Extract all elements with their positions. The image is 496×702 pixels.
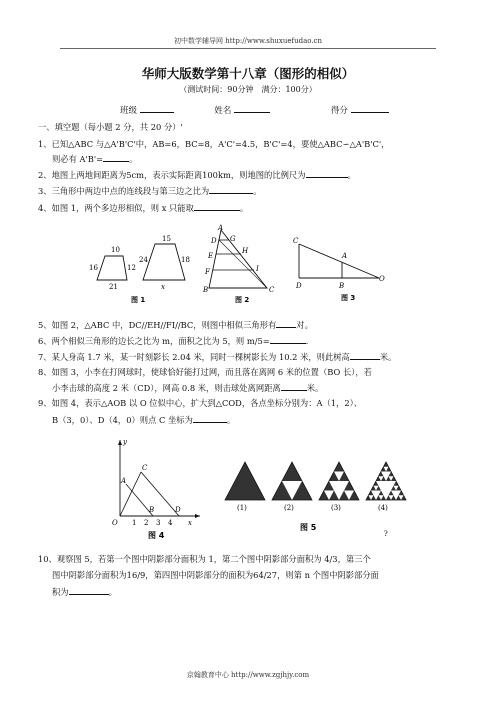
fig4-tick-3: 3 xyxy=(156,519,161,527)
name-blank[interactable] xyxy=(234,103,270,113)
question-3-end: 。 xyxy=(253,186,262,196)
answer-blank-4[interactable] xyxy=(194,201,240,211)
fig3-label-A: A xyxy=(342,252,348,260)
fig2-label-F: F xyxy=(205,268,210,276)
figure-5 xyxy=(225,462,406,538)
question-1-cont xyxy=(52,152,137,165)
question-10-line-1: 10、观察图 5，若第一个图中阴影部分面积为 1，第二个图中阴影部分面积为 4/3，第三个 xyxy=(38,554,371,564)
fig5-triangle-1 xyxy=(225,462,265,500)
fig1-label-12: 12 xyxy=(127,264,136,272)
fig3-label-C: C xyxy=(293,237,299,245)
question-1 xyxy=(38,138,389,150)
fig4-label-A: A xyxy=(121,477,127,485)
question-8-text: 8、如图 3，小李在打网球时，使球恰好能打过网，而且落在离网 6 米的位置（BO 长），若 xyxy=(38,367,372,377)
score-blank[interactable] xyxy=(351,103,389,113)
question-4-end: 。 xyxy=(239,203,249,213)
question-9-text: 9、如图 4，表示△AOB 以 O 位似中心，扩大到△COD，各点坐标分别为：A（1，2）、 xyxy=(38,398,363,408)
question-2 xyxy=(38,168,356,181)
figures-row-1 xyxy=(85,222,405,304)
fig5-label-2: (2) xyxy=(284,504,294,512)
answer-blank-6[interactable] xyxy=(270,334,306,344)
fig1-label-18: 18 xyxy=(181,256,190,264)
fig4-label-D: D xyxy=(175,506,181,514)
question-10-end: 。 xyxy=(108,587,117,597)
answer-blank-1[interactable] xyxy=(103,152,129,162)
fig2-label-C: C xyxy=(269,286,275,294)
page-footer: 京翰教育中心 http://www.zgjhjy.com xyxy=(186,671,310,679)
question-8 xyxy=(38,366,372,378)
figure-3 xyxy=(293,237,385,302)
figure-3-caption: 图 3 xyxy=(341,294,356,302)
fig3-label-D: D xyxy=(296,282,302,290)
fig5-mark: ? xyxy=(384,530,388,538)
fig5-label-4: (4) xyxy=(378,504,388,512)
fig5-label-1: (1) xyxy=(237,504,247,512)
question-5 xyxy=(38,318,313,331)
figure-2-caption: 图 2 xyxy=(235,296,250,304)
question-3 xyxy=(38,184,262,197)
answer-blank-5[interactable] xyxy=(276,318,296,328)
figure-2 xyxy=(202,224,275,304)
question-9-end: 。 xyxy=(226,415,236,425)
fig5-label-3: (3) xyxy=(331,504,341,512)
question-10-line-3: 积为 xyxy=(52,587,69,597)
class-label: 班级 xyxy=(120,106,138,116)
fig1-label-24: 24 xyxy=(139,256,148,264)
question-10-line-2: 图中阴影部分面积为16/9，第四图中阴影部分的面积为64/27，则第 n 个图中阴影部分面 xyxy=(52,570,379,580)
question-7 xyxy=(38,350,396,363)
score-label: 得分 xyxy=(330,106,348,116)
section-heading: 一、填空题（每小题 2 分，共 20 分）' xyxy=(38,122,183,132)
question-6 xyxy=(38,334,308,347)
answer-blank-9[interactable] xyxy=(193,413,227,423)
name-label: 姓名 xyxy=(214,106,232,116)
fig3-label-O: O xyxy=(379,275,385,283)
question-1-cont-text: 则必有 A'B'= xyxy=(52,154,104,164)
figure-5-caption: 图 5 xyxy=(300,523,317,532)
answer-blank-2[interactable] xyxy=(306,168,348,178)
question-3-text: 3、三角形中两边中点的连线段与第三边之比为 xyxy=(38,186,210,196)
figure-1-caption: 图 1 xyxy=(131,296,146,304)
question-8-cont xyxy=(52,381,323,394)
question-2-end: 。 xyxy=(347,170,356,180)
figure-1 xyxy=(89,235,190,304)
answer-blank-7[interactable] xyxy=(350,350,380,360)
fig5-triangle-2 xyxy=(272,462,312,500)
question-9-cont-text: B（3，0）、D（4，0）则点 C 坐标为 xyxy=(52,415,193,425)
fig4-tick-1: 1 xyxy=(132,519,137,527)
question-10-line-2-wrap xyxy=(52,569,379,581)
question-1-end: 。 xyxy=(129,154,138,164)
fig4-tick-4: 4 xyxy=(168,519,173,527)
fig2-label-I: I xyxy=(256,265,259,273)
question-8-end: 米。 xyxy=(306,383,324,393)
question-8-cont-text: 小李击球的高度 2 米（CD），网高 0.8 米，则击球处离网距离 xyxy=(52,383,281,393)
fig2-label-B: B xyxy=(203,286,209,294)
question-10-line-3-wrap xyxy=(52,585,117,598)
fig1-label-15: 15 xyxy=(162,235,171,243)
question-5-end: 对。 xyxy=(296,320,313,330)
page-title: 华师大版数学第十八章（图形的相似） xyxy=(141,66,355,81)
exam-subtitle: （测试时间：90分钟 满分：100分） xyxy=(179,85,317,94)
fig4-label-O: O xyxy=(112,519,118,527)
question-1-text: 1、已知△ABC 与△A'B'C'中，AB=6，BC=8，A'C'=4.5，B'C'=4，要使△ABC∽△A'B'C'， xyxy=(38,139,390,149)
fig2-label-G: G xyxy=(230,235,236,243)
question-6-end: . xyxy=(305,336,309,346)
fig1-label-21: 21 xyxy=(109,283,118,291)
question-4 xyxy=(38,201,248,214)
fig1-label-10: 10 xyxy=(111,246,120,254)
question-4-text: 4、如图 1，两个多边形相似，则 x 只能取 xyxy=(38,203,194,213)
fig5-triangle-4 xyxy=(366,462,406,500)
fig3-label-B: B xyxy=(339,282,345,290)
page-header: 初中数学辅导网 http://www.shuxuefudao.cn xyxy=(60,36,436,49)
question-10 xyxy=(38,553,371,565)
question-7-end: 米。 xyxy=(379,352,397,362)
fig2-label-A: A xyxy=(218,224,224,232)
fig2-label-E: E xyxy=(208,252,214,260)
fig4-label-C: C xyxy=(142,464,148,472)
question-9-cont xyxy=(52,413,235,426)
fig2-label-D: D xyxy=(211,237,217,245)
fig1-label-x: x xyxy=(161,283,165,291)
fig4-label-B: B xyxy=(149,506,155,514)
fig4-label-x: x xyxy=(188,519,192,527)
answer-blank-3[interactable] xyxy=(209,184,253,194)
figures-row-2 xyxy=(100,432,420,542)
question-2-text: 2、地图上两地间距离为5cm，表示实际距离100km，则地图的比例尺为 xyxy=(38,170,306,180)
fig5-triangle-3 xyxy=(319,462,359,500)
figure-4-caption: 图 4 xyxy=(148,531,165,540)
student-info-row xyxy=(120,103,389,116)
fig4-tick-2: 2 xyxy=(144,519,149,527)
class-blank[interactable] xyxy=(140,103,174,113)
fig2-label-H: H xyxy=(242,247,249,255)
answer-blank-8[interactable] xyxy=(281,381,307,391)
figure-4 xyxy=(112,438,200,540)
answer-blank-10[interactable] xyxy=(69,585,109,595)
question-9 xyxy=(38,397,362,409)
question-5-text: 5、如图 2，△ABC 中，DC//EH//FI//BC，则图中相似三角形有 xyxy=(38,320,277,330)
question-6-text: 6、两个相似三角形的边长之比为 m，面积之比为 5，则 m/5= xyxy=(38,336,270,346)
fig1-label-16: 16 xyxy=(89,264,98,272)
question-7-text: 7、某人身高 1.7 米，某一时刻影长 2.04 米，同时一棵树影长为 10.2 米，则此树高 xyxy=(38,352,350,362)
fig4-label-y: y xyxy=(123,438,127,446)
